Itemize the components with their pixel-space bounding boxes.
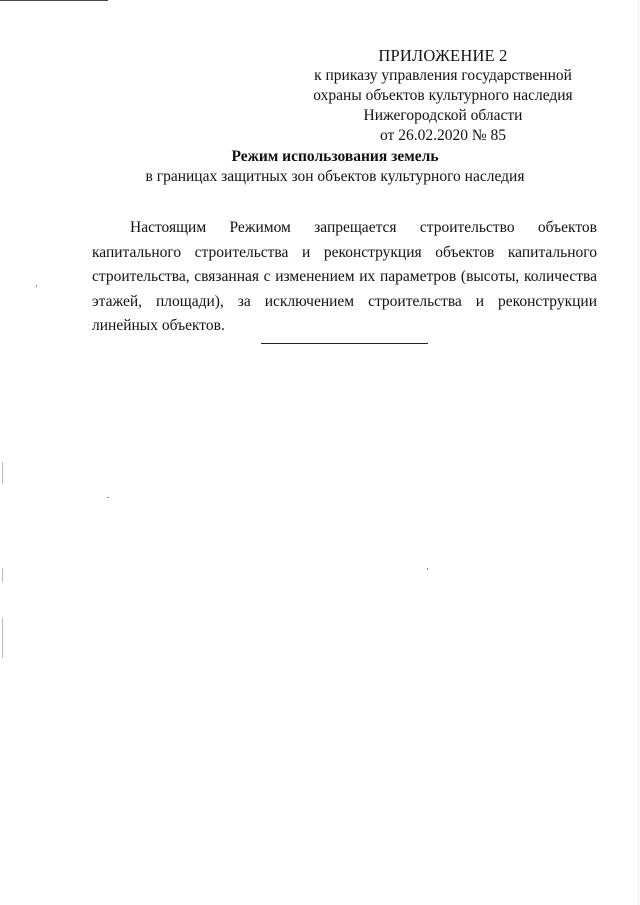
scan-edge-mark xyxy=(2,618,3,658)
scan-speck xyxy=(36,285,37,287)
scan-speck xyxy=(427,568,428,570)
scan-edge-mark xyxy=(2,462,3,484)
appendix-authority-line: охраны объектов культурного наследия xyxy=(313,87,573,104)
title-main: Режим использования земель xyxy=(231,148,439,165)
scan-edge-mark xyxy=(0,0,108,1)
regime-paragraph: Настоящим Режимом запрещается строительство объектов капитального строительства и реконструкция объектов капитального строительства, связанная с изменением их параметров (высоты, количества этажей, площади), за исключением строительства и реконструкции линейных объектов. xyxy=(92,219,597,334)
scan-edge-mark xyxy=(638,0,639,905)
scan-speck xyxy=(107,497,109,498)
appendix-header xyxy=(300,46,586,146)
appendix-number: ПРИЛОЖЕНИЕ 2 xyxy=(378,46,508,65)
document-title xyxy=(100,147,570,187)
appendix-region-line: Нижегородской области xyxy=(363,107,523,124)
title-subtitle: в границах защитных зон объектов культурного наследия xyxy=(145,168,525,185)
appendix-order-line: к приказу управления государственной xyxy=(314,67,572,84)
scan-edge-mark xyxy=(2,568,3,582)
appendix-date-line: от 26.02.2020 № 85 xyxy=(380,127,506,144)
end-divider xyxy=(261,343,428,344)
